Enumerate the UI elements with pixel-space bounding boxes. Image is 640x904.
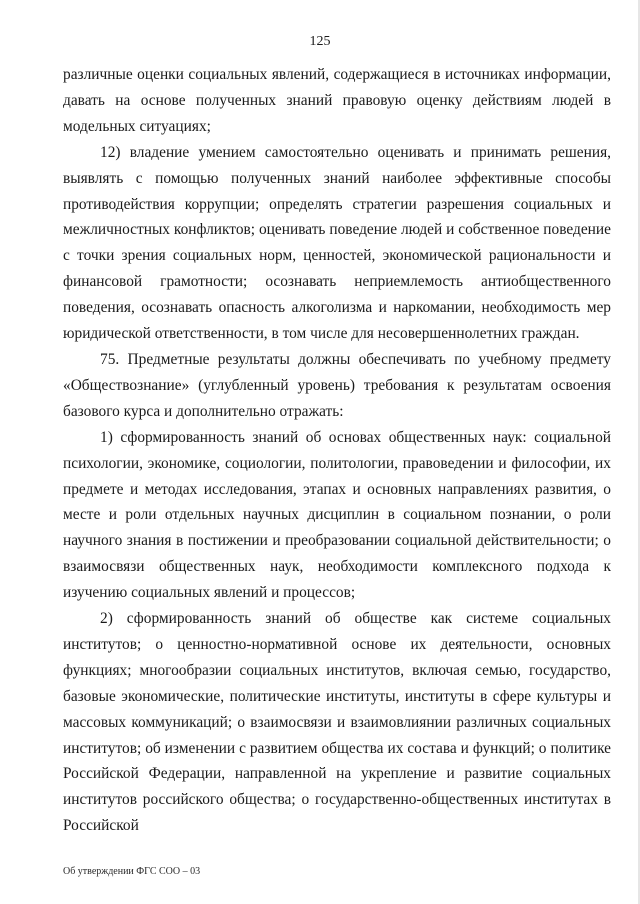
page-footer: Об утверждении ФГС СОО – 03 [63,866,201,877]
document-body [63,62,611,839]
paragraph-clause-75: 75. Предметные результаты должны обеспечивать по учебному предмету «Обществознание» (углубленный уровень) требования к результатам освоения базового курса и дополнительно отражать: [63,350,611,420]
paragraph-item-12: 12) владение умением самостоятельно оценивать и принимать решения, выявлять с помощью полученных знаний наиболее эффективные способы противодействия коррупции; определять стратегии разрешения социальных и межличностных конфликтов; оценивать поведение людей и собственное поведение с точки зрения социальных норм, ценностей, экономической рациональности и финансовой грамотности; осознавать неприемлемость антиобщественного поведения, осознавать опасность алкоголизма и наркомании, необходимость мер юридической ответственности, в том числе для несовершеннолетних граждан. [63,143,611,343]
paragraph-item-2: 2) сформированность знаний об обществе как системе социальных институтов; о ценностно-нормативной основе их деятельности, основных функциях; многообразии социальных институтов, включая семью, государство, базовые экономические, политические институты, институты в сфере культуры и массовых коммуникаций; о взаимосвязи и взаимовлиянии различных социальных институтов; об изменении с развитием общества их состава и функций; о политике Российской Федерации, направленной на укрепление и развитие социальных институтов российского общества; о государственно-общественных институтах в Российской [63,610,611,835]
paragraph-continuation: различные оценки социальных явлений, содержащиеся в источниках информации, давать на основе полученных знаний правовую оценку действиям людей в модельных ситуациях; [63,66,611,135]
page-number: 125 [309,34,331,49]
paragraph-item-1: 1) сформированность знаний об основах общественных наук: социальной психологии, экономике, социологии, политологии, правоведении и философии, их предмете и методах исследования, этапах и основных направлениях развития, о месте и роли отдельных научных дисциплин в социальном познании, о роли научного знания в постижении и преобразовании социальной действительности; о взаимосвязи общественных наук, необходимости комплексного подхода к изучению социальных явлений и процессов; [63,428,611,602]
